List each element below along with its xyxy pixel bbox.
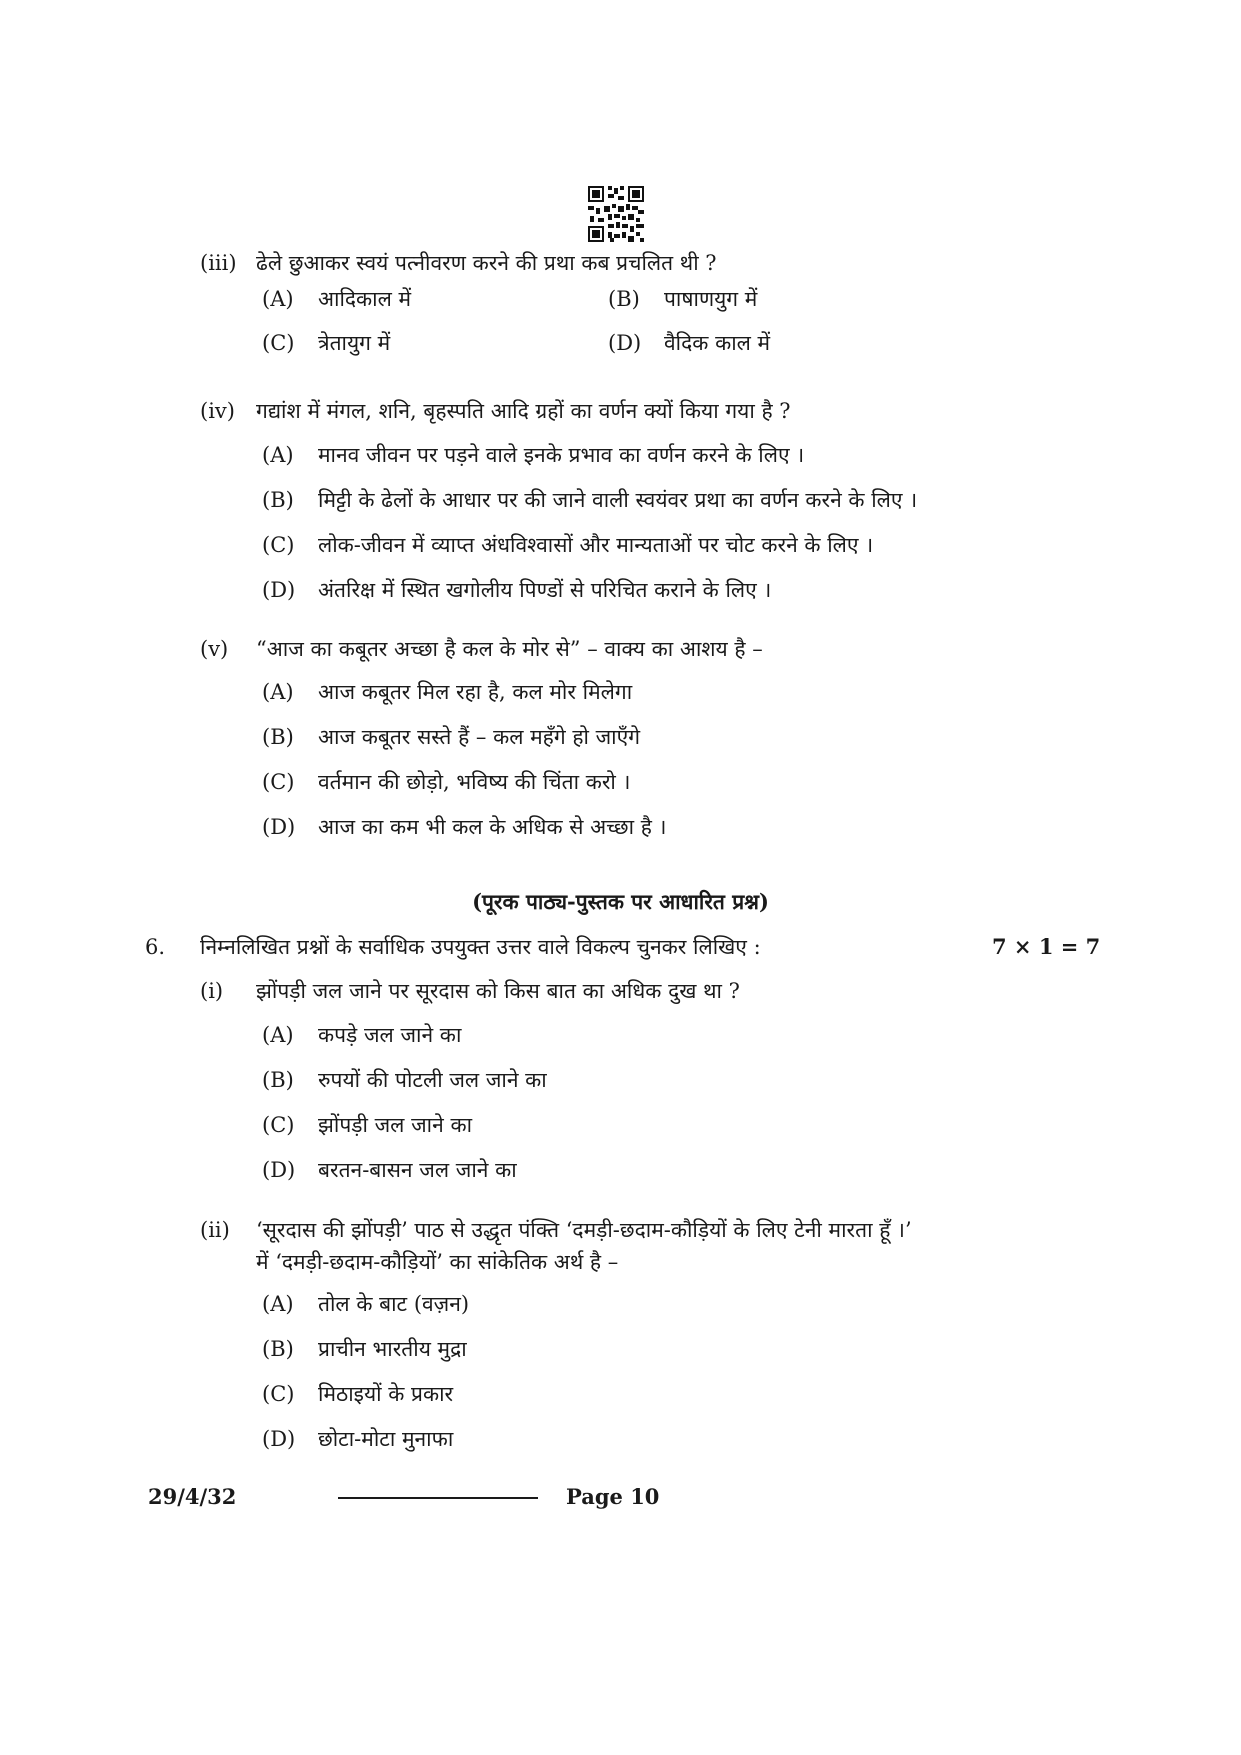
- option-label: (A): [262, 1292, 294, 1316]
- option-text: प्राचीन भारतीय मुद्रा: [318, 1337, 467, 1361]
- question-text: “आज का कबूतर अच्छा है कल के मोर से” – वाक्य का आशय है –: [256, 637, 763, 661]
- option-text: रुपयों की पोटली जल जाने का: [318, 1068, 547, 1092]
- option-label: (D): [262, 815, 296, 839]
- option-label: (B): [262, 488, 294, 512]
- option-label: (C): [262, 533, 295, 557]
- option-text: झोंपड़ी जल जाने का: [318, 1113, 473, 1137]
- option-text: वर्तमान की छोड़ो, भविष्य की चिंता करो ।: [318, 770, 631, 794]
- paper-code: 29/4/32: [148, 1484, 237, 1509]
- option-label: (C): [262, 1382, 295, 1406]
- option-text: मिठाइयों के प्रकार: [318, 1382, 454, 1406]
- option-text: आज कबूतर सस्ते हैं – कल महँगे हो जाएँगे: [318, 725, 641, 749]
- option-text: पाषाणयुग में: [664, 287, 758, 311]
- option-label: (B): [262, 1068, 294, 1092]
- option-text: आज कबूतर मिल रहा है, कल मोर मिलेगा: [318, 680, 633, 704]
- option-label: (A): [262, 680, 294, 704]
- option-label: (D): [262, 1158, 296, 1182]
- option-text: मिट्टी के ढेलों के आधार पर की जाने वाली स्वयंवर प्रथा का वर्णन करने के लिए ।: [318, 488, 918, 512]
- option-label: (B): [608, 287, 640, 311]
- question-number: (ii): [200, 1218, 230, 1242]
- option-text: लोक-जीवन में व्याप्त अंधविश्वासों और मान्यताओं पर चोट करने के लिए ।: [318, 533, 874, 557]
- question-number: (i): [200, 979, 224, 1003]
- question-6-marks: 7 × 1 = 7: [992, 934, 1101, 959]
- option-label: (C): [262, 331, 295, 355]
- question-number: (v): [200, 637, 229, 661]
- option-text: अंतरिक्ष में स्थित खगोलीय पिण्डों से परिचित कराने के लिए ।: [318, 578, 772, 602]
- option-label: (A): [262, 443, 294, 467]
- option-text: छोटा-मोटा मुनाफा: [318, 1427, 454, 1451]
- footer-divider: [338, 1497, 538, 1499]
- question-number: (iv): [200, 399, 235, 423]
- option-label: (A): [262, 287, 294, 311]
- qr-code-icon: [588, 186, 644, 242]
- question-6-text: निम्नलिखित प्रश्नों के सर्वाधिक उपयुक्त उत्तर वाले विकल्प चुनकर लिखिए :: [200, 935, 761, 959]
- option-text: तोल के बाट (वज़न): [318, 1292, 470, 1316]
- page-number: Page 10: [566, 1484, 660, 1509]
- option-label: (D): [608, 331, 642, 355]
- question-text: झोंपड़ी जल जाने पर सूरदास को किस बात का अधिक दुख था ?: [256, 979, 740, 1003]
- question-text: ढेले छुआकर स्वयं पत्नीवरण करने की प्रथा कब प्रचलित थी ?: [256, 251, 717, 275]
- option-label: (A): [262, 1023, 294, 1047]
- option-label: (D): [262, 578, 296, 602]
- option-label: (C): [262, 770, 295, 794]
- question-text: गद्यांश में मंगल, शनि, बृहस्पति आदि ग्रहों का वर्णन क्यों किया गया है ?: [256, 399, 791, 423]
- option-text: वैदिक काल में: [664, 331, 771, 355]
- question-6-number: 6.: [145, 935, 166, 959]
- question-text-line-2: में ‘दमड़ी-छदाम-कौड़ियों’ का सांकेतिक अर्थ है –: [256, 1250, 619, 1274]
- option-text: मानव जीवन पर पड़ने वाले इनके प्रभाव का वर्णन करने के लिए ।: [318, 443, 805, 467]
- option-label: (C): [262, 1113, 295, 1137]
- option-text: त्रेतायुग में: [318, 331, 391, 355]
- question-text-line-1: ‘सूरदास की झोंपड़ी’ पाठ से उद्धृत पंक्ति ‘दमड़ी-छदाम-कौड़ियों के लिए टेनी मारता हूँ ।’: [256, 1218, 912, 1242]
- option-label: (D): [262, 1427, 296, 1451]
- question-number: (iii): [200, 251, 237, 275]
- option-label: (B): [262, 1337, 294, 1361]
- option-text: आज का कम भी कल के अधिक से अच्छा है ।: [318, 815, 667, 839]
- option-text: आदिकाल में: [318, 287, 412, 311]
- option-text: कपड़े जल जाने का: [318, 1023, 462, 1047]
- section-heading: (पूरक पाठ्य-पुस्तक पर आधारित प्रश्न): [472, 889, 769, 914]
- option-text: बरतन-बासन जल जाने का: [318, 1158, 517, 1182]
- option-label: (B): [262, 725, 294, 749]
